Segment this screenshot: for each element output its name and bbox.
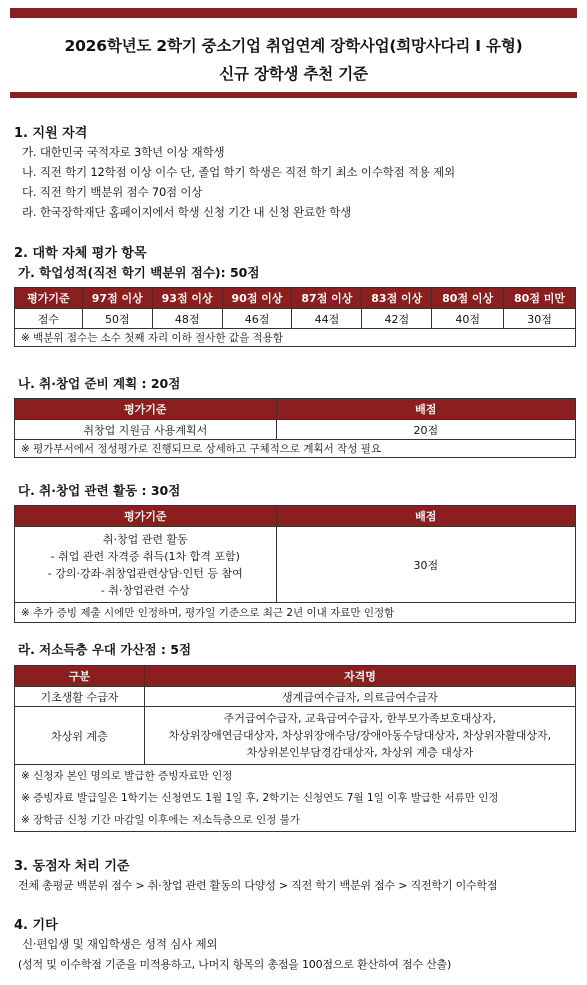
- s1-item: 나. 직전 학기 12학점 이상 이수 단, 졸업 학기 학생은 직전 학기 최소 이수학점 적용 제외: [22, 165, 455, 179]
- criteria-line: - 취·창업관련 수상: [100, 583, 190, 597]
- table-cell: 30점: [504, 309, 576, 329]
- s3-text: 전체 총평균 백분위 점수 > 취·창업 관련 활동의 다양성 > 직전 학기 백분위 점수 > 직전학기 이수학점: [18, 879, 498, 892]
- table-cell: 50점: [82, 309, 152, 329]
- s4-item: 신·편입생 및 재입학생은 성적 심사 제외: [22, 937, 218, 951]
- table-cell: 20점: [276, 420, 575, 440]
- table-header: 평가기준: [15, 399, 277, 420]
- table-header: 평가기준: [15, 506, 277, 527]
- section-4-heading: 4. 기타: [14, 918, 58, 933]
- s2d-heading: 라. 저소득층 우대 가산점 : 5점: [18, 642, 192, 657]
- criteria-line: 취·창업 관련 활동: [102, 532, 188, 546]
- table-note: ※ 평가부서에서 정성평가로 진행되므로 상세하고 구체적으로 계획서 작성 필요: [15, 440, 576, 458]
- low-income-table: [14, 665, 576, 832]
- section-1-heading: 1. 지원 자격: [14, 126, 88, 141]
- table-cell: 차상위 계층: [15, 707, 145, 765]
- s1-item: 가. 대한민국 국적자로 3학년 이상 재학생: [22, 145, 225, 159]
- table-header: 자격명: [144, 666, 575, 687]
- criteria-line: - 취업 관련 자격증 취득(1차 합격 포함): [50, 549, 240, 563]
- table-cell: 46점: [222, 309, 292, 329]
- qualification-line: 차상위장애연금대상자, 차상위장애수당/장애아동수당대상자, 차상위자활대상자,: [168, 729, 552, 742]
- table-note: ※ 증빙자료 발급일은 1학기는 신청연도 1월 1일 후, 2학기는 신청연도 7월 1일 이후 발급한 서류만 인정: [21, 792, 499, 804]
- table-header: 평가기준: [15, 288, 83, 309]
- table-note: ※ 신청자 본인 명의로 발급한 증빙자료만 인정: [21, 770, 233, 782]
- academic-score-table: [14, 287, 576, 347]
- qualification-cell: [144, 707, 575, 765]
- top-bar: [10, 8, 577, 18]
- criteria-line: - 강의·강좌·취창업관련상담·인턴 등 참여: [47, 566, 243, 580]
- notes-cell: [15, 765, 576, 832]
- table-header: 80점 이상: [432, 288, 504, 309]
- table-cell: 40점: [432, 309, 504, 329]
- plan-table: [14, 398, 576, 458]
- table-note: ※ 추가 증빙 제출 시에만 인정하며, 평가일 기준으로 최근 2년 이내 자료만 인정함: [15, 603, 576, 623]
- section-2-heading: 2. 대학 자체 평가 항목: [14, 246, 147, 261]
- table-cell: 30점: [276, 527, 575, 603]
- s4-item: (성적 및 이수학점 기준을 미적용하고, 나머지 항목의 총점을 100점으로 환산하여 점수 산출): [18, 958, 452, 971]
- table-note: ※ 백분위 점수는 소수 첫째 자리 이하 절사한 값을 적용함: [15, 329, 576, 347]
- s2b-heading: 나. 취·창업 준비 계획 : 20점: [18, 376, 181, 391]
- qualification-line: 주거급여수급자, 교육급여수급자, 한부모가족보호대상자,: [223, 712, 497, 725]
- table-header: 83점 이상: [362, 288, 432, 309]
- table-cell: 42점: [362, 309, 432, 329]
- table-header: 97점 이상: [82, 288, 152, 309]
- table-header: 90점 이상: [222, 288, 292, 309]
- doc-title-line2: 신규 장학생 추천 기준: [219, 65, 368, 83]
- table-cell: 취창업 지원금 사용계획서: [15, 420, 277, 440]
- section-3-heading: 3. 동점자 처리 기준: [14, 859, 130, 874]
- s1-item: 다. 직전 학기 백분위 점수 70점 이상: [22, 185, 203, 199]
- table-header: 93점 이상: [152, 288, 222, 309]
- table-header: 구분: [15, 666, 145, 687]
- table-cell: 48점: [152, 309, 222, 329]
- table-cell: 기초생활 수급자: [15, 687, 145, 707]
- table-cell: 44점: [292, 309, 362, 329]
- table-header: 87점 이상: [292, 288, 362, 309]
- table-note: ※ 장학금 신청 기간 마감일 이후에는 저소득층으로 인정 불가: [21, 814, 300, 826]
- table-cell: 생계급여수급자, 의료급여수급자: [144, 687, 575, 707]
- table-cell: 점수: [15, 309, 83, 329]
- qualification-line: 차상위본인부담경감대상자, 차상위 계층 대상자: [246, 746, 474, 759]
- s2c-heading: 다. 취·창업 관련 활동 : 30점: [18, 483, 181, 498]
- s2a-heading: 가. 학업성적(직전 학기 백분위 점수): 50점: [18, 265, 260, 280]
- activity-table: [14, 505, 576, 623]
- table-header: 배점: [276, 506, 575, 527]
- doc-title-line1: 2026학년도 2학기 중소기업 취업연계 장학사업(희망사다리 I 유형): [64, 37, 523, 55]
- criteria-cell: [15, 527, 277, 603]
- title-bottom-bar: [10, 92, 577, 98]
- table-header: 배점: [276, 399, 575, 420]
- s1-item: 라. 한국장학재단 홈페이지에서 학생 신청 기간 내 신청 완료한 학생: [22, 205, 352, 219]
- table-header: 80점 미만: [504, 288, 576, 309]
